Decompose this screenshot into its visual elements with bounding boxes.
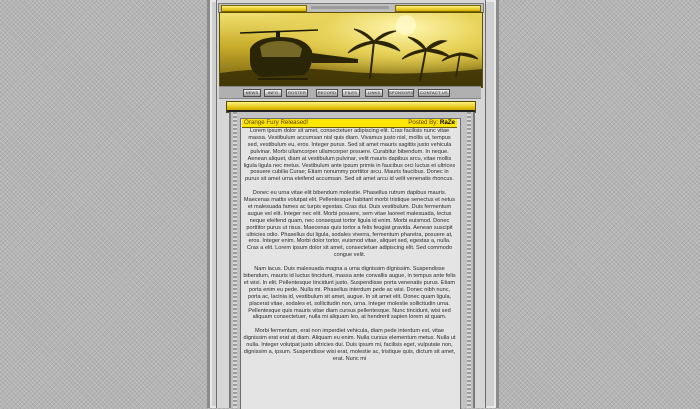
- posted-by-label: Posted By:: [408, 119, 439, 126]
- content-rail-right: [467, 112, 471, 408]
- news-post-byline: [408, 119, 455, 127]
- nav-item-sponsors[interactable]: SPONSORS: [389, 90, 414, 95]
- news-paragraph: Lorem ipsum dolor sit amet, consectetuer adipiscing elit. Cras facilisis nunc vitae massa. Vestibulum accumsan nisl quis diam. Vivamus justo nisl, mollis ut, tempus sed, vestibulum eu, eros. Integer purus. Sed sit amet mauris sagittis justo vehicula pulvinar. Morbi ullamcorper ullamcorper posuere. Curabitur bibendum. In neque. Aenean aliquet, diam at vestibulum pulvinar, velit mauris dapibus arcu, vitae mollis ligula ligula nec metus. Vestibulum ante ipsum primis in faucibus orci luctus et ultrices posuere cubilia Curae; Etiam nonummy porttitor arcu. Mauris faucibus. Donec in purus sit amet urna eleifend accumsan. Sed sit amet arcu id velit venenatis rhoncus.: [243, 128, 456, 183]
- header-accent-left: [221, 5, 307, 12]
- news-paragraph: Morbi fermentum, erat non imperdiet vehicula, diam pede interdum est, vitae dignissim erat erat at diam. Aliquam eu enim. Nulla cursus elementum metus. Nulla ut nulla. Integer volutpat justo ultricies dui. Duis ipsum mi, facilisis eget, vulputate non, dignissim a, ipsum. Suspendisse wisi erat, molestie ac, tristique quis, dictum sit amet, erat. Nunc mi: [243, 328, 456, 362]
- nav-item-news[interactable]: NEWS: [243, 89, 261, 97]
- banner-artwork: [220, 13, 482, 87]
- news-post-title[interactable]: Orange Fury Released!: [244, 119, 309, 126]
- nav-item-info[interactable]: INFO: [264, 89, 282, 97]
- nav-item-contact-us[interactable]: CONTACT US: [418, 89, 450, 97]
- content-rail-left: [233, 112, 237, 408]
- post-author[interactable]: RaZe: [439, 119, 455, 126]
- news-post-body: [243, 128, 456, 408]
- navigation-bar: [219, 86, 481, 99]
- news-paragraph: Donec eu urna vitae elit bibendum molestie. Phasellus rutrum dapibus mauris. Maecenas mattis volutpat elit. Pellentesque habitant morbi tristique senectus et netus et malesuada fames ac turpis egestas. Cras dui. Duis vestibulum. Duis fermentum augue vel elit. Integer nec elit. Morbi posuere, sem vitae laoreet malesuada, lectus neque eleifend quam, nec consequat tortor ligula id enim. Morbi euismod. Donec porttitor purus ut risus. Maecenas quis tortor a felis feugiat gravida. Aenean suscipit ultricies odio. Phasellus dui ligula, sodales viverra, fermentum pharetra, posuere at, eros. Integer enim. Morbi dolor tortor, euismod vitae, aliquet sed, egestas a, nulla. Cras a elit. Lorem ipsum dolor sit amet, consectetuer adipiscing elit. Sed commodo congue velit.: [243, 190, 456, 259]
- header-banner: [219, 12, 483, 88]
- news-post-header: [242, 119, 457, 128]
- nav-item-links[interactable]: LINKS: [365, 89, 383, 97]
- nav-item-roster[interactable]: ROSTER: [286, 89, 308, 97]
- nav-item-files[interactable]: FILES: [342, 89, 360, 97]
- news-paragraph: Nam lacus. Duis malesuada magna a urna dignissim dignissim. Suspendisse bibendum, mauris id luctus tincidunt, massa ante convallis augue, in tempus ante felis et wisi. In elit. Pellentesque tincidunt justo. Suspendisse porta venenatis purus. Etiam porta enim eu pede. Nulla mi. Phasellus interdum pede ac wisi. Donec nibh nunc, porta ac, lacinia id, vestibulum sit amet, augue. In sit amet elit. Donec quam ligula, placerat vitae, sodales et, sollicitudin non, urna. Integer molestie sollicitudin urna. Pellentesque quis mauris vitae diam cursus pellentesque. Nunc tincidunt, wisi sed aliquam consectetuer, nulla mi aliquam leo, at hendrerit sapien lorem at quam.: [243, 266, 456, 321]
- nav-item-record[interactable]: RECORD: [317, 90, 337, 95]
- header-accent-right: [395, 5, 481, 12]
- header-accent-middle: [311, 6, 389, 9]
